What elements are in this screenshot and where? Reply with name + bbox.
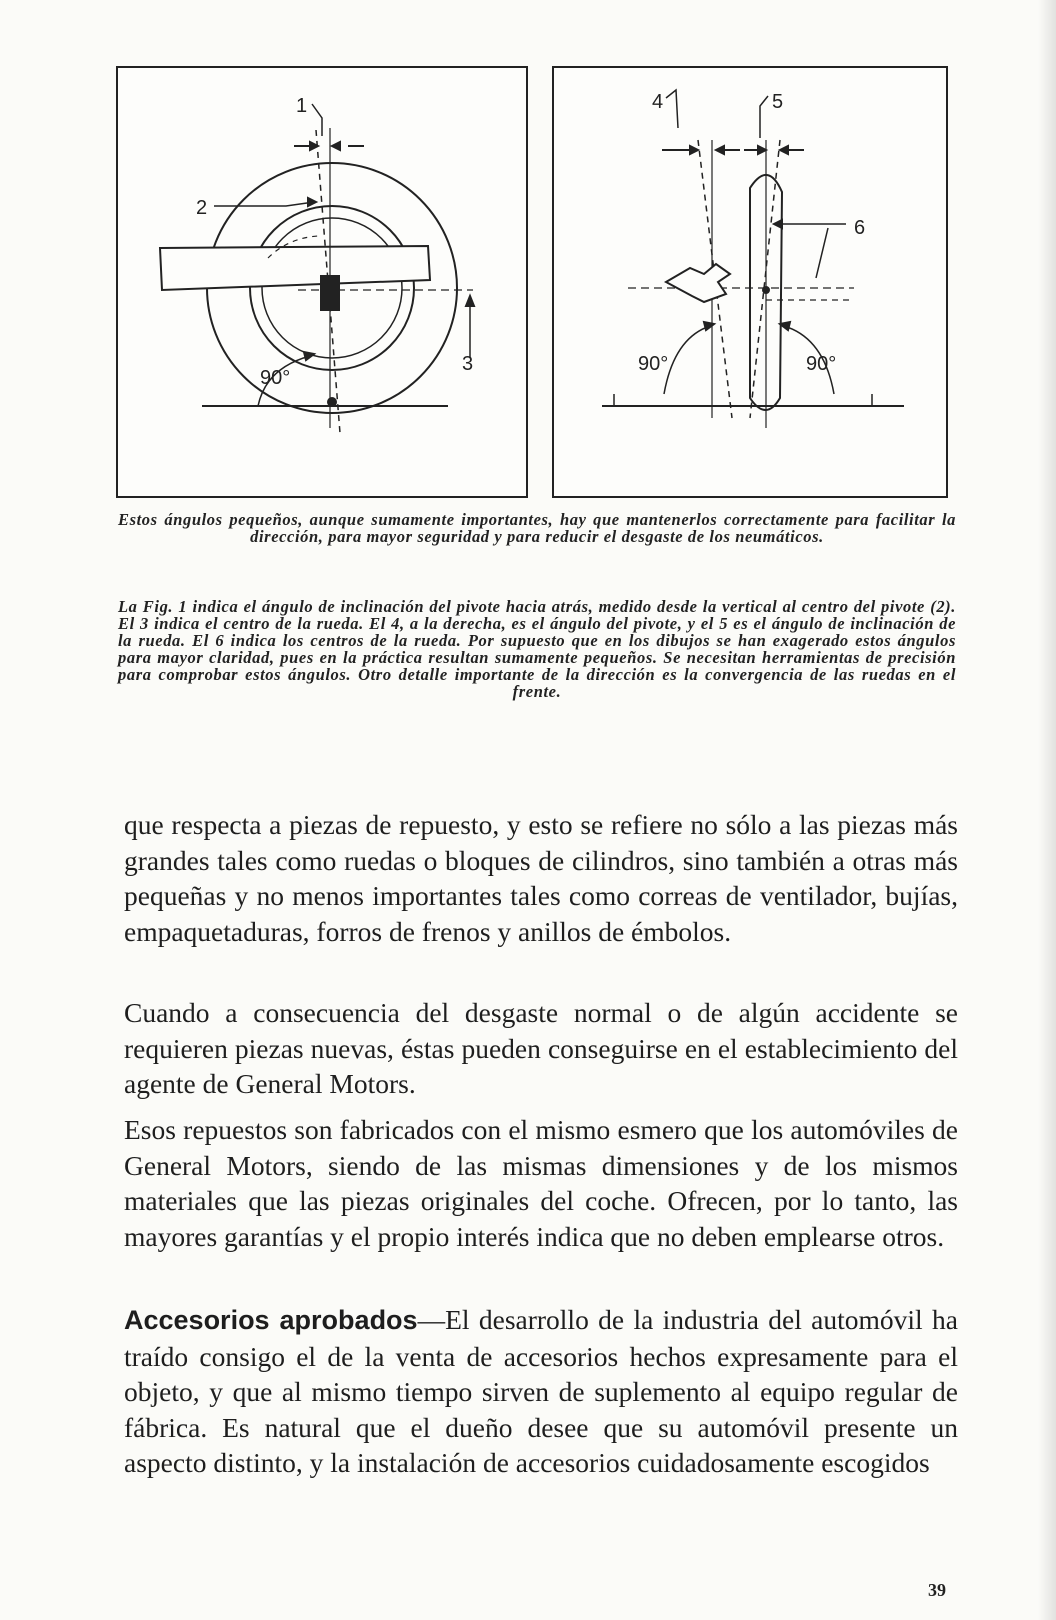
label-angle-90-left: 90° (638, 353, 669, 375)
label-6: 6 (854, 217, 866, 239)
label-angle-90-right: 90° (806, 353, 837, 375)
label-5: 5 (772, 91, 784, 113)
page-edge-shadow (1038, 0, 1056, 1620)
figure-caption-intro: Estos ángulos pequeños, aunque sumamente importantes, hay que mantenerlos correctamente para facilitar la dirección, para mayor seguridad y para reducir el desgaste de los neumáticos. (118, 510, 956, 546)
caster-angle-drawing (118, 68, 526, 496)
paragraph-spare-parts: que respecta a piezas de repuesto, y esto se refiere no sólo a las piezas más grandes tales como ruedas o bloques de cilindros, sino también a otras más pequeñas y no menos importantes tales como correas de ventilador, bujías, empaquetaduras, forros de frenos y anillos de émbolos. (124, 809, 958, 947)
label-3: 3 (462, 353, 474, 375)
paragraph-approved-accessories (124, 1302, 958, 1481)
axle-bar (160, 246, 430, 290)
kingpin-camber-drawing (554, 68, 946, 496)
label-angle-90: 90° (260, 367, 291, 389)
paragraph-accessories-text: —El desarrollo de la industria del automóvil ha traído consigo el de la venta de accesorios hechos expresamente para el objeto, y que al mismo tiempo sirven de suplemento al equipo regular de fábrica. Es natural que el dueño desee que su automóvil presente un aspecto distinto, y la instalación de accesorios cuidadosamente escogidos (124, 1304, 959, 1478)
section-heading-accessories: Accesorios aprobados (124, 1305, 418, 1335)
label-4: 4 (652, 91, 664, 113)
figure-kingpin-camber (552, 66, 948, 498)
page-number: 39 (928, 1580, 946, 1600)
paragraph-new-parts: Cuando a consecuencia del desgaste normal o de algún accidente se requieren piezas nuevas, éstas pueden conseguirse en el establecimiento del agente de General Motors. (124, 997, 958, 1099)
paragraph-replacements: Esos repuestos son fabricados con el mismo esmero que los automóviles de General Motors, siendo de las mismas dimensiones y de los mismos materiales que las piezas originales del coche. Ofrecen, por lo tanto, las mayores garantías y el propio interés indica que no deben emplearse otros. (124, 1114, 958, 1252)
figure-caster-angle (116, 66, 528, 498)
spindle-hub (666, 264, 730, 302)
figure-caption-detail: La Fig. 1 indica el ángulo de inclinación del pivote hacia atrás, medido desde la vertical al centro del pivote (2). El 3 indica el centro de la rueda. El 4, a la derecha, es el ángulo del pivote, y el 5 es el ángulo de inclinación de la rueda. El 6 indica los centros de la rueda. Por supuesto que en los dibujos se han exagerado estos ángulos para mayor claridad, pues en la práctica resultan sumamente pequeños. Se necesitan herramientas de precisión para comprobar estos ángulos. Otro detalle importante de la dirección es la convergencia de las ruedas en el frente. (118, 597, 956, 701)
label-2: 2 (196, 197, 208, 219)
label-1: 1 (296, 95, 308, 117)
